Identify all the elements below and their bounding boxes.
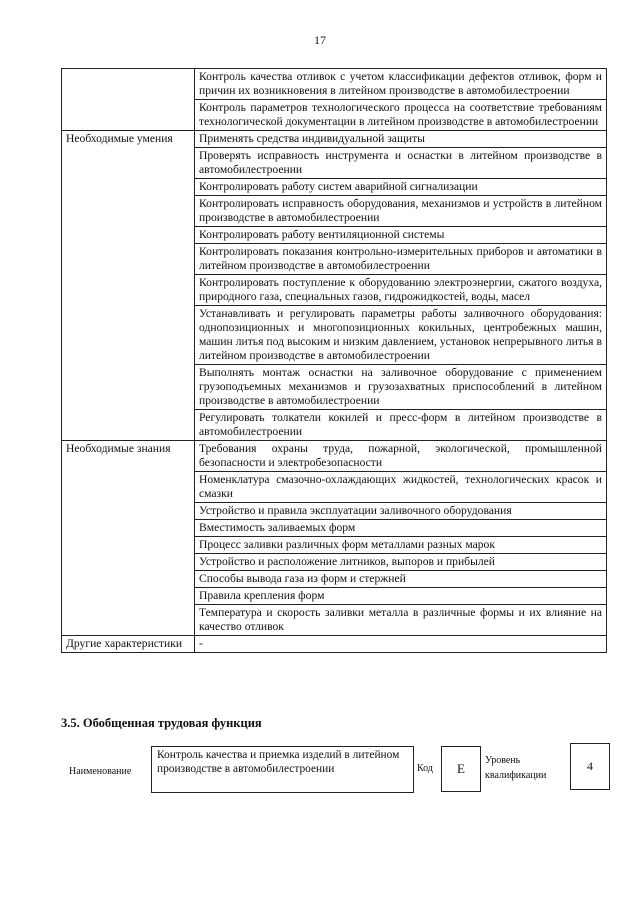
code-label: Код <box>417 763 433 774</box>
table-row <box>62 636 607 653</box>
row-group-label: Другие характеристики <box>62 636 195 653</box>
table-cell: Контроль параметров технологического процесса на соответствие требованиям технологической документации в литейном производстве в автомобилестроении <box>195 100 607 131</box>
table-cell: Контролировать работу вентиляционной системы <box>195 227 607 244</box>
table-cell: Процесс заливки различных форм металлами разных марок <box>195 537 607 554</box>
level-value: 4 <box>570 743 610 790</box>
level-label: Уровень квалификации <box>485 755 547 781</box>
code-value: E <box>441 746 481 792</box>
row-group-label: Необходимые умения <box>62 131 195 441</box>
name-value: Контроль качества и приемка изделий в литейном производстве в автомобилестроении <box>151 746 414 793</box>
table-cell: Устройство и расположение литников, выпоров и прибылей <box>195 554 607 571</box>
table-cell: Контролировать поступление к оборудованию электроэнергии, сжатого воздуха, природного газа, специальных газов, гидрожидкостей, воды, масел <box>195 275 607 306</box>
table-cell: Правила крепления форм <box>195 588 607 605</box>
table-row <box>62 131 607 148</box>
table-cell: Применять средства индивидуальной защиты <box>195 131 607 148</box>
section-title: 3.5. Обобщенная трудовая функция <box>61 716 262 730</box>
table-cell: Проверять исправность инструмента и оснастки в литейном производстве в автомобилестроении <box>195 148 607 179</box>
row-group-label: Необходимые знания <box>62 441 195 636</box>
table-cell: Способы вывода газа из форм и стержней <box>195 571 607 588</box>
table-cell: Контролировать исправность оборудования, механизмов и устройств в литейном производстве в автомобилестроении <box>195 196 607 227</box>
competency-table-body <box>62 69 607 653</box>
name-label: Наименование <box>69 766 132 777</box>
row-group-label <box>62 69 195 131</box>
table-cell: Требования охраны труда, пожарной, экологической, промышленной безопасности и электробезопасности <box>195 441 607 472</box>
table-cell: Температура и скорость заливки металла в различные формы и их влияние на качество отливок <box>195 605 607 636</box>
page-number: 17 <box>314 33 326 47</box>
table-cell: Регулировать толкатели кокилей и пресс-форм в литейном производстве в автомобилестроении <box>195 410 607 441</box>
table-cell: Устанавливать и регулировать параметры работы заливочного оборудования: однопозиционных и многопозиционных кокильных, центробежных машин, машин литья под высоким и низким давлением, установок непрерывного литья в литейном производстве в автомобилестроении <box>195 306 607 365</box>
table-cell: Устройство и правила эксплуатации заливочного оборудования <box>195 503 607 520</box>
table-cell: Контроль качества отливок с учетом классификации дефектов отливок, форм и причин их возникновения в литейном производстве в автомобилестроении <box>195 69 607 100</box>
competency-table <box>61 68 607 653</box>
table-row <box>62 69 607 100</box>
table-cell: Номенклатура смазочно-охлаждающих жидкостей, технологических красок и смазки <box>195 472 607 503</box>
table-cell: Вместимость заливаемых форм <box>195 520 607 537</box>
table-cell: Контролировать работу систем аварийной сигнализации <box>195 179 607 196</box>
table-cell: Выполнять монтаж оснастки на заливочное оборудование с применением грузоподъемных механизмов и грузозахватных приспособлений в литейном производстве в автомобилестроении <box>195 365 607 410</box>
table-cell: - <box>195 636 607 653</box>
table-cell: Контролировать показания контрольно-измерительных приборов и автоматики в литейном производстве в автомобилестроении <box>195 244 607 275</box>
table-row <box>62 441 607 472</box>
